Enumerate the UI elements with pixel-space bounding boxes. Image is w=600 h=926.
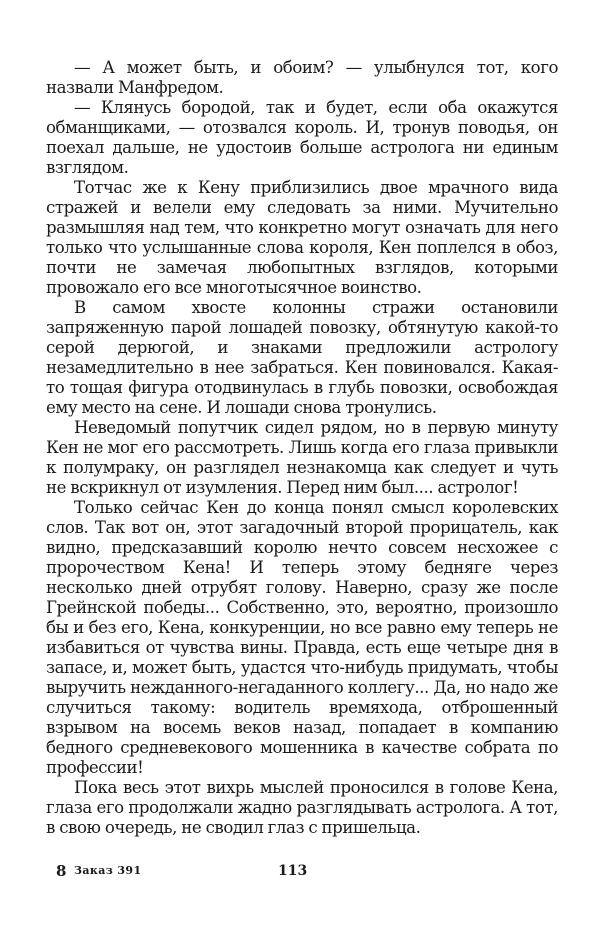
paragraph-7: Пока весь этот вихрь мыслей проносился в голове Кена, глаза его продолжали жадно разглядывать астролога. А тот, в свою очередь, не сводил глаз с пришельца.	[46, 778, 558, 837]
paragraph-2: — Клянусь бородой, так и будет, если оба окажутся обманщиками, — отозвался король. И, тронув поводья, он поехал дальше, не удостоив больше астролога ни единым взглядом.	[46, 98, 558, 177]
page-body	[46, 58, 558, 838]
signature-number: 8	[56, 862, 67, 880]
page-footer	[56, 862, 556, 884]
paragraph-1: — А может быть, и обоим? — улыбнулся тот, кого назвали Манфредом.	[46, 58, 558, 97]
paragraph-4: В самом хвосте колонны стражи остановили запряженную парой лошадей повозку, обтянутую какой-то серой дерюгой, и знаками предложили астрологу незамедлительно в нее забраться. Кен повиновался. Какая-то тощая фигура отодвинулась в глубь повозки, освобождая ему место на сене. И лошади снова тронулись.	[46, 298, 558, 417]
page-number: 113	[278, 863, 308, 879]
paragraph-3: Тотчас же к Кену приблизились двое мрачного вида стражей и велели ему следовать за ними. Мучительно размышляя над тем, что конкретно могут означать для него только что услышанные слова короля, Кен поплелся в обоз, почти не замечая любопытных взглядов, которыми провожало его все многотысячное воинство.	[46, 178, 558, 297]
paragraph-6: Только сейчас Кен до конца понял смысл королевских слов. Так вот он, этот загадочный второй прорицатель, как видно, предсказавший королю нечто совсем несхожее с пророчеством Кена! И теперь этому бедняге через несколько дней отрубят голову. Наверно, сразу же после Грейнской победы... Собственно, это, вероятно, произошло бы и без его, Кена, конкуренции, но все равно ему теперь не избавиться от чувства вины. Правда, есть еще четыре дня в запасе, и, может быть, удастся что-нибудь придумать, чтобы выручить нежданного-негаданного коллегу... Да, но надо же случиться такому: водитель времяхода, отброшенный взрывом на восемь веков назад, попадает в компанию бедного средневекового мошенника в качестве собрата по профессии!	[46, 498, 558, 777]
paragraph-5: Неведомый попутчик сидел рядом, но в первую минуту Кен не мог его рассмотреть. Лишь когда его глаза привыкли к полумраку, он разглядел незнакомца как следует и чуть не вскрикнул от изумления. Перед ним был.... астролог!	[46, 418, 558, 497]
signature-order: Заказ 391	[74, 864, 142, 877]
